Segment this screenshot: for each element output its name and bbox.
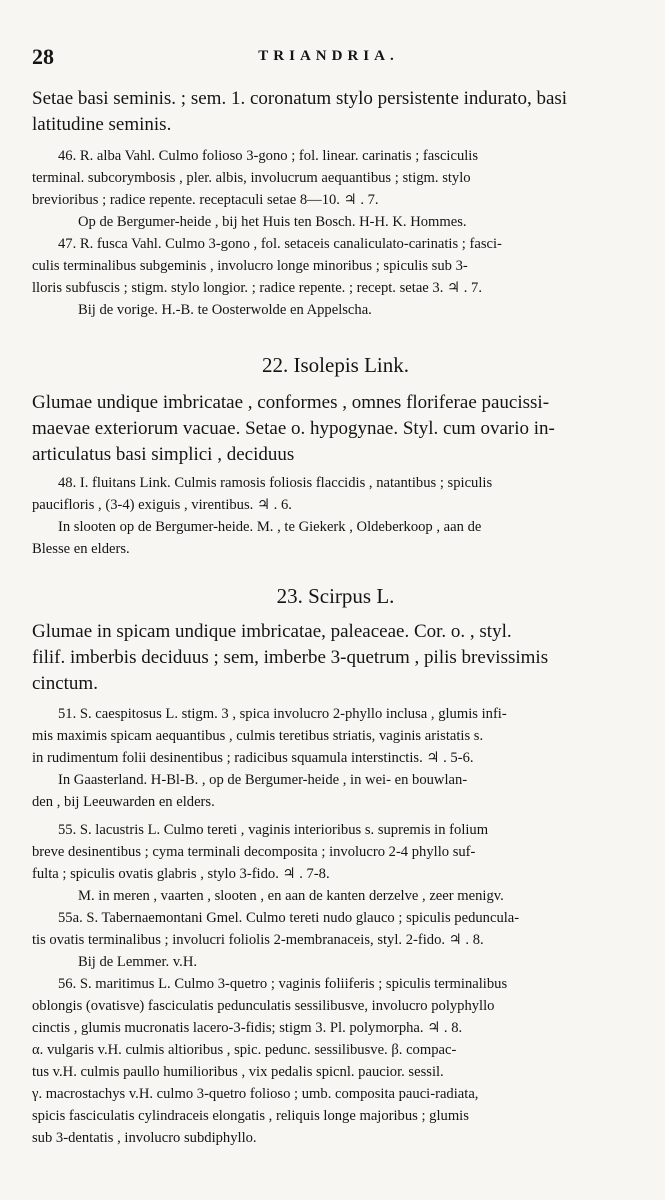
text-line: Setae basi seminis. ; sem. 1. coronatum stylo persistente indurato, basi [32, 88, 568, 109]
text-line: Glumae in spicam undique imbricatae, paleaceae. Cor. o. , styl. [32, 621, 512, 642]
entry-51: 51. S. caespitosus L. stigm. 3 , spica involucro 2-phyllo inclusa , glumis infi- [58, 706, 507, 722]
text-line: spicis fasciculatis cylindraceis elongatis , reliquis longe majoribus ; glumis [32, 1108, 469, 1124]
text-line: terminal. subcorymbosis , pler. albis, involucrum aequantibus ; stigm. stylo [32, 170, 471, 186]
entry-56: 56. S. maritimus L. Culmo 3-quetro ; vaginis foliiferis ; spiculis terminalibus [58, 976, 508, 992]
text-line: latitudine seminis. [32, 114, 172, 135]
genus-description-isolepis [32, 390, 639, 468]
text-line: fulta ; spiculis ovatis glabris , stylo 3-fido. ♃ . 7-8. [32, 866, 330, 882]
genus-heading-scirpus: 23. Scirpus L. [276, 584, 395, 608]
genus-heading-isolepis: 22. Isolepis Link. [262, 353, 409, 377]
locality-line: In Gaasterland. H-Bl-B. , op de Bergumer-heide , in wei- en bouwlan- [58, 772, 468, 788]
genus-heading-wrap [32, 353, 639, 383]
entry-48: 48. I. fluitans Link. Culmis ramosis foliosis flaccidis , natantibus ; spiculis [58, 475, 493, 491]
species-entries-rhynchospora [32, 145, 639, 321]
entry-47: 47. R. fusca Vahl. Culmo 3-gono , fol. setaceis canaliculato-carinatis ; fasci- [58, 236, 502, 252]
page-header [32, 44, 625, 74]
locality-line: Bij de Lemmer. v.H. [78, 954, 198, 970]
text-line: Blesse en elders. [32, 541, 130, 557]
entry-55a: 55a. S. Tabernaemontani Gmel. Culmo tereti nudo glauco ; spiculis peduncula- [58, 910, 520, 926]
text-line: lloris subfuscis ; stigm. stylo longior. ; radice repente. ; recept. setae 3. ♃ . 7. [32, 280, 482, 296]
locality-line: M. in meren , vaarten , slooten , en aan de kanten derzelve , zeer menigv. [78, 888, 504, 904]
species-entries-isolepis [32, 472, 639, 560]
text-line: culis terminalibus subgeminis , involucro longe minoribus ; spiculis sub 3- [32, 258, 468, 274]
genus-heading-wrap [32, 584, 639, 614]
text-line: in rudimentum folii desinentibus ; radicibus squamula interstinctis. ♃ . 5-6. [32, 750, 474, 766]
text-line: breve desinentibus ; cyma terminali decomposita ; involucro 2-4 phyllo suf- [32, 844, 476, 860]
variety-gamma-line: γ. macrostachys v.H. culmo 3-quetro folioso ; umb. composita pauci-radiata, [32, 1086, 479, 1102]
species-entries-scirpus [32, 703, 639, 1149]
locality-line: In slooten op de Bergumer-heide. M. , te Giekerk , Oldeberkoop , aan de [58, 519, 482, 535]
text-line: tus v.H. culmis paullo humilioribus , vix pedalis spicnl. paucior. sessil. [32, 1064, 444, 1080]
text-line: tis ovatis terminalibus ; involucri foliolis 2-membranaceis, styl. 2-fido. ♃ . 8. [32, 932, 484, 948]
running-title: TRIANDRIA. [258, 48, 399, 64]
entry-55: 55. S. lacustris L. Culmo tereti , vaginis interioribus s. supremis in folium [58, 822, 489, 838]
entry-46: 46. R. alba Vahl. Culmo folioso 3-gono ; fol. linear. carinatis ; fasciculis [58, 148, 479, 164]
locality-line: Op de Bergumer-heide , bij het Huis ten Bosch. H-H. K. Hommes. [78, 214, 467, 230]
text-line: articulatus basi simplici , deciduus [32, 444, 295, 465]
text-line: maevae exteriorum vacuae. Setae o. hypogynae. Styl. cum ovario in- [32, 418, 555, 439]
text-line: paucifloris , (3-4) exiguis , virentibus. ♃ . 6. [32, 497, 292, 513]
text-line: brevioribus ; radice repente. receptaculi setae 8—10. ♃ . 7. [32, 192, 379, 208]
text-line: mis maximis spicam aequantibus , culmis teretibus striatis, vaginis aristatis s. [32, 728, 484, 744]
intro-paragraph [32, 86, 639, 138]
text-line: sub 3-dentatis , involucro subdiphyllo. [32, 1130, 257, 1146]
text-line: filif. imberbis deciduus ; sem, imberbe 3-quetrum , pilis brevissimis [32, 647, 549, 668]
locality-line: Bij de vorige. H.-B. te Oosterwolde en Appelscha. [78, 302, 372, 318]
genus-description-scirpus [32, 619, 639, 697]
page-number: 28 [32, 44, 54, 69]
text-line: oblongis (ovatisve) fasciculatis pedunculatis sessilibusve, involucro polyphyllo [32, 998, 495, 1014]
text-line: cinctum. [32, 673, 98, 694]
text-line: Glumae undique imbricatae , conformes , omnes floriferae paucissi- [32, 392, 550, 413]
variety-alpha-line: α. vulgaris v.H. culmis altioribus , spic. pedunc. sessilibusve. β. compac- [32, 1042, 457, 1058]
text-line: cinctis , glumis mucronatis lacero-3-fidis; stigm 3. Pl. polymorpha. ♃ . 8. [32, 1020, 463, 1036]
text-line: den , bij Leeuwarden en elders. [32, 794, 215, 810]
